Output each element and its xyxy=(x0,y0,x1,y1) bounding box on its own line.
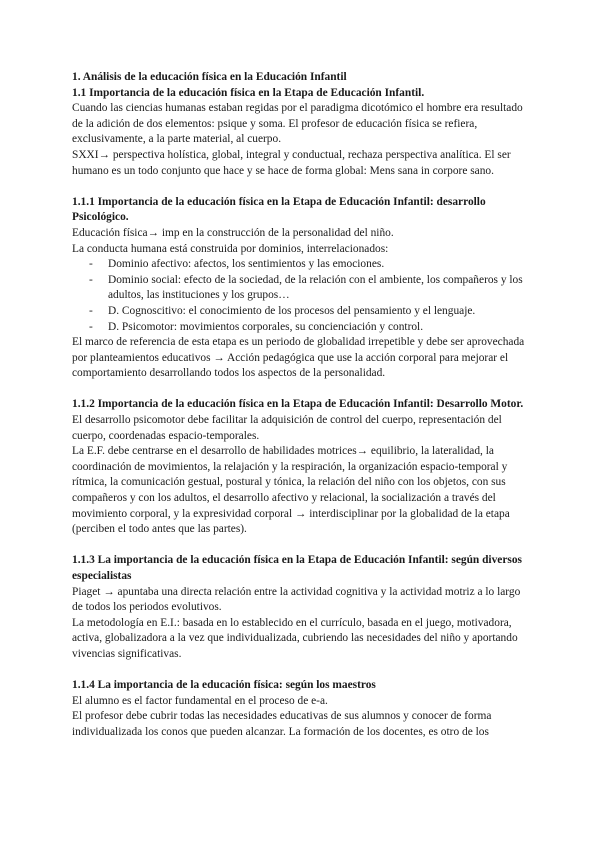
paragraph: La metodología en E.I.: basada en lo establecido en el currículo, basada en el juego, motivadora, activa, globalizadora a la vez que individualizada, cubriendo las necesidades del niño y aportando vivencias significativas. xyxy=(72,616,518,660)
list-item xyxy=(72,320,530,336)
list-item-text: Dominio social: efecto de la sociedad, de la relación con el ambiente, los compañeros y los adultos, las instituciones y los grupos… xyxy=(108,273,523,302)
list-dash: - xyxy=(89,258,93,271)
list-item xyxy=(72,304,530,320)
paragraph: Educación física→ imp en la construcción de la personalidad del niño. xyxy=(72,226,394,239)
spacer xyxy=(72,663,530,679)
paragraph: SXXI→ perspectiva holística, global, integral y conductual, rechaza perspectiva analítica. El ser humano es un todo conjunto que hace y se hace de forma global: Mens sana in corpore sano. xyxy=(72,148,511,177)
list-item-text: Dominio afectivo: afectos, los sentimientos y las emociones. xyxy=(108,258,385,271)
paragraph: Piaget → apuntaba una directa relación entre la actividad cognitiva y la actividad motriz a lo largo de todos los periodos evolutivos. xyxy=(72,585,521,614)
list-item-text: D. Cognoscitivo: el conocimiento de los procesos del pensamiento y el lenguaje. xyxy=(108,304,476,317)
list-dash: - xyxy=(89,273,93,286)
list-item xyxy=(72,257,530,273)
spacer xyxy=(72,538,530,554)
list-item-text: D. Psicomotor: movimientos corporales, su concienciación y control. xyxy=(108,320,424,333)
section-heading-1-1: 1.1 Importancia de la educación física en la Etapa de Educación Infantil. xyxy=(72,86,425,99)
section-heading-1-1-1: 1.1.1 Importancia de la educación física en la Etapa de Educación Infantil: desarrollo Psicológico. xyxy=(72,195,486,224)
document-page xyxy=(72,70,530,741)
paragraph: El desarrollo psicomotor debe facilitar la adquisición de control del cuerpo, representación del cuerpo, coordenadas espacio-temporales. xyxy=(72,414,502,442)
section-title: 1. Análisis de la educación física en la Educación Infantil xyxy=(72,71,347,83)
list-item xyxy=(72,273,530,304)
section-heading-1-1-4: 1.1.4 La importancia de la educación física: según los maestros xyxy=(72,679,376,692)
list-dash: - xyxy=(89,320,93,333)
list-dash: - xyxy=(89,304,93,317)
paragraph: El profesor debe cubrir todas las necesidades educativas de sus alumnos y conocer de forma individualizada los conos que pueden alcanzar. La formación de los docentes, es otro de los xyxy=(72,710,492,738)
spacer xyxy=(72,382,530,398)
domain-list xyxy=(72,257,530,335)
spacer xyxy=(72,179,530,195)
paragraph: El alumno es el factor fundamental en el proceso de e-a. xyxy=(72,694,328,707)
section-heading-1-1-3: 1.1.3 La importancia de la educación física en la Etapa de Educación Infantil: según diversos especialistas xyxy=(72,554,522,582)
paragraph: La conducta humana está construida por dominios, interrelacionados: xyxy=(72,242,389,255)
paragraph: La E.F. debe centrarse en el desarrollo de habilidades motrices→ equilibrio, la lateralidad, la coordinación de movimientos, la relajación y la respiración, la organización espacio-temporal y rítmica, la comunicación gestual, postural y tónica, la relación del niño con los objetos, con sus compañeros y con los adultos, el desarrollo afectivo y relacional, la socialización a través del movimiento corporal, y la expresividad corporal → interdisciplinar por la globalidad de la etapa (perciben el todo antes que las partes). xyxy=(72,445,510,536)
paragraph: Cuando las ciencias humanas estaban regidas por el paradigma dicotómico el hombre era resultado de la adición de dos elementos: psique y soma. El profesor de educación física se refiera, exclusivamente, a la parte material, al cuerpo. xyxy=(72,102,523,146)
paragraph: El marco de referencia de esta etapa es un periodo de globalidad irrepetible y debe ser aprovechada por planteamientos educativos → Acción pedagógica que use la acción corporal para mejorar el comportamiento desarrollando todos los aspectos de la personalidad. xyxy=(72,336,525,380)
section-heading-1-1-2: 1.1.2 Importancia de la educación física en la Etapa de Educación Infantil: Desarrollo Motor. xyxy=(72,398,524,411)
